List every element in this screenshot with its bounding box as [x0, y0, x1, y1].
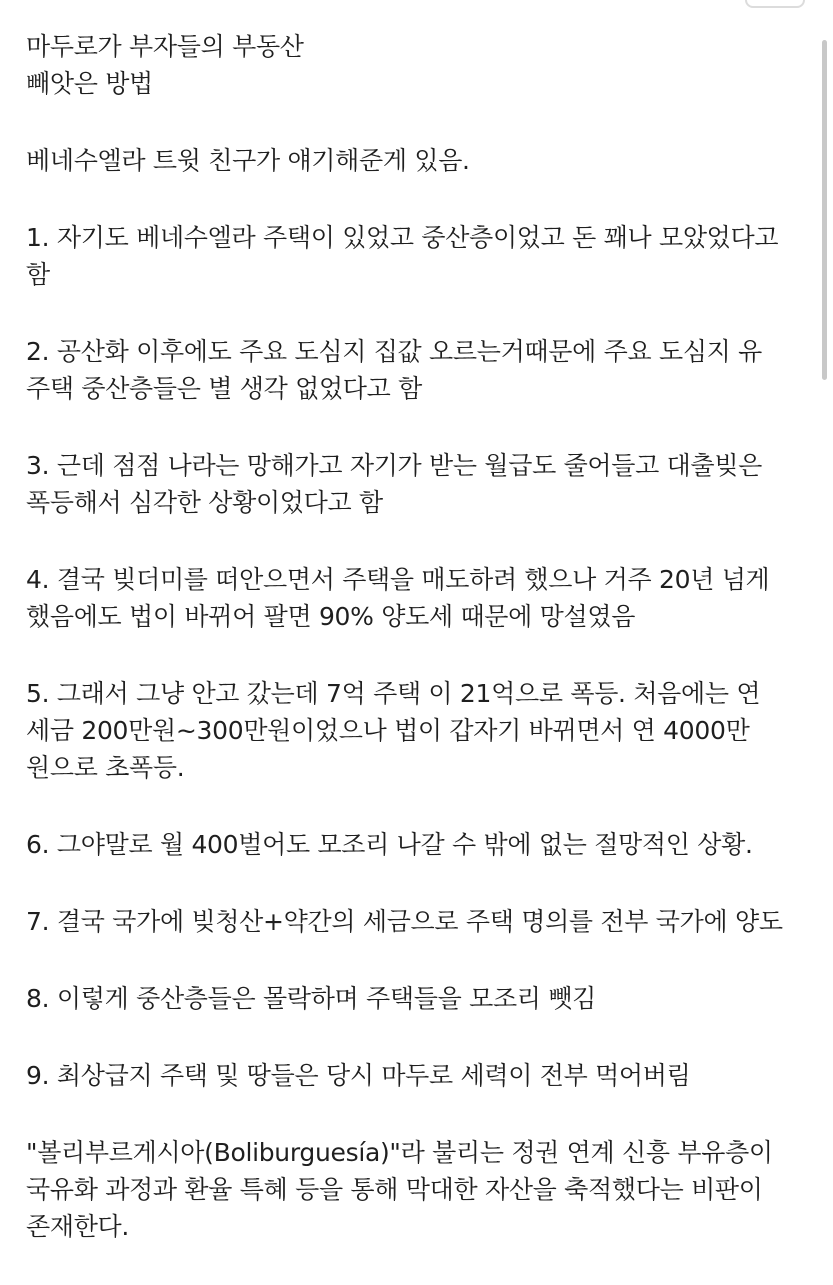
- text-line: 마두로가 부자들의 부동산: [26, 32, 304, 61]
- closing-paragraph: [26, 1134, 814, 1245]
- text-line: 3. 근데 점점 나라는 망해가고 자기가 받는 월급도 줄어들고 대출빚은: [26, 451, 763, 480]
- text-line: 폭등해서 심각한 상황이었다고 함: [26, 488, 383, 517]
- list-item-5: [26, 675, 814, 786]
- text-line: 5. 그래서 그냥 안고 갔는데 7억 주택 이 21억으로 폭등. 처음에는 연: [26, 679, 761, 708]
- text-line: 함: [26, 260, 50, 289]
- list-item-6: [26, 826, 814, 863]
- text-line: 세금 200만원~300만원이었으나 법이 갑자기 바뀌면서 연 4000만: [26, 716, 750, 745]
- text-line: "볼리부르게시아(Boliburguesía)"라 불리는 정권 연계 신흥 부유층이: [26, 1138, 773, 1167]
- list-item-8: [26, 980, 814, 1017]
- list-item-9: [26, 1057, 814, 1094]
- text-line: 7. 결국 국가에 빚청산+약간의 세금으로 주택 명의를 전부 국가에 양도: [26, 907, 783, 936]
- intro-paragraph: [26, 142, 814, 179]
- text-line: 주택 중산층들은 별 생각 없었다고 함: [26, 374, 422, 403]
- text-line: 국유화 과정과 환율 특혜 등을 통해 막대한 자산을 축적했다는 비판이: [26, 1175, 763, 1204]
- list-item-4: [26, 561, 814, 635]
- text-line: 2. 공산화 이후에도 주요 도심지 집값 오르는거때문에 주요 도심지 유: [26, 337, 763, 366]
- text-line: 6. 그야말로 월 400벌어도 모조리 나갈 수 밖에 없는 절망적인 상황.: [26, 830, 753, 859]
- list-item-7: [26, 903, 814, 940]
- text-line: 했음에도 법이 바뀌어 팔면 90% 양도세 때문에 망설였음: [26, 602, 636, 631]
- text-line: 9. 최상급지 주택 및 땅들은 당시 마두로 세력이 전부 먹어버림: [26, 1061, 691, 1090]
- list-item-2: [26, 333, 814, 407]
- list-item-3: [26, 447, 814, 521]
- scrollbar[interactable]: [822, 40, 827, 380]
- text-line: 원으로 초폭등.: [26, 753, 185, 782]
- top-corner-button[interactable]: [745, 0, 805, 8]
- list-item-1: [26, 219, 814, 293]
- text-line: 빼앗은 방법: [26, 69, 153, 98]
- text-line: 1. 자기도 베네수엘라 주택이 있었고 중산층이었고 돈 꽤나 모았었다고: [26, 223, 779, 252]
- text-line: 4. 결국 빚더미를 떠안으면서 주택을 매도하려 했으나 거주 20년 넘게: [26, 565, 770, 594]
- text-line: 베네수엘라 트윗 친구가 얘기해준게 있음.: [26, 146, 470, 175]
- text-line: 8. 이렇게 중산층들은 몰락하며 주택들을 모조리 뺏김: [26, 984, 596, 1013]
- post-body: [26, 28, 814, 1285]
- post-title: [26, 28, 814, 102]
- text-line: 존재한다.: [26, 1212, 130, 1241]
